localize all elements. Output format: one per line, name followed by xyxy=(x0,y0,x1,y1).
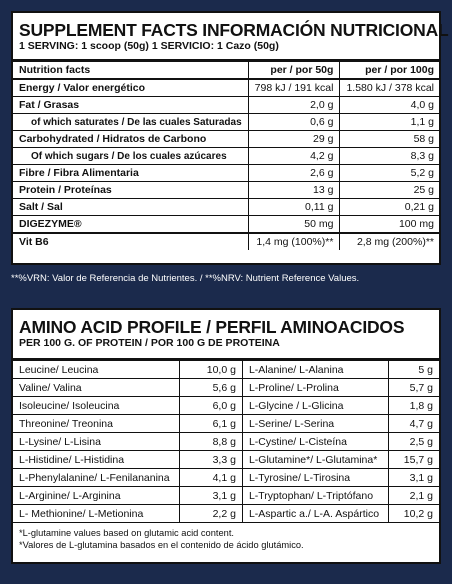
amino-name: L-Phenylalanine/ L-Fenilananina xyxy=(13,469,179,487)
table-row xyxy=(13,360,439,379)
nutrition-title: SUPPLEMENT FACTS INFORMACIÓN NUTRICIONAL xyxy=(19,20,449,40)
glutamine-note-es: *Valores de L-glutamina basados en el contenido de ácido glutámico. xyxy=(19,540,304,550)
glutamine-note-en: *L-glutamine values based on glutamic acid content. xyxy=(19,528,234,538)
amino-name: Isoleucine/ Isoleucina xyxy=(13,397,179,415)
amino-value: 5,7 g xyxy=(389,379,440,397)
amino-value: 1,8 g xyxy=(389,397,440,415)
amino-name: L-Histidine/ L-Histidina xyxy=(13,451,179,469)
amino-value: 2,2 g xyxy=(179,505,242,523)
amino-value: 5,6 g xyxy=(179,379,242,397)
amino-value: 4,1 g xyxy=(179,469,242,487)
table-row xyxy=(13,216,440,234)
table-row xyxy=(13,433,439,451)
amino-name: Leucine/ Leucina xyxy=(13,360,179,379)
amino-title: AMINO ACID PROFILE / PERFIL AMINOACIDOS xyxy=(19,317,405,337)
amino-name: L-Glycine / L-Glicina xyxy=(242,397,388,415)
row-value-50g: 29 g xyxy=(248,131,340,148)
amino-name: L-Glutamine*/ L-Glutamina* xyxy=(242,451,388,469)
row-value-100g: 100 mg xyxy=(340,216,440,234)
amino-value: 5 g xyxy=(389,360,440,379)
amino-name: L-Serine/ L-Serina xyxy=(242,415,388,433)
table-row xyxy=(13,505,439,523)
row-label: of which saturates / De las cuales Saturadas xyxy=(13,114,248,131)
amino-name: Valine/ Valina xyxy=(13,379,179,397)
amino-name: L-Proline/ L-Prolina xyxy=(242,379,388,397)
glutamine-note xyxy=(13,523,439,551)
amino-name: L-Alanine/ L-Alanina xyxy=(242,360,388,379)
table-row xyxy=(13,165,440,182)
row-value-100g: 0,21 g xyxy=(340,199,440,216)
table-row xyxy=(13,451,439,469)
amino-value: 4,7 g xyxy=(389,415,440,433)
header-per-50g: per / por 50g xyxy=(248,61,340,80)
table-row xyxy=(13,397,439,415)
row-value-50g: 2,0 g xyxy=(248,97,340,114)
row-value-50g: 798 kJ / 191 kcal xyxy=(248,79,340,97)
row-label: Fat / Grasas xyxy=(13,97,248,114)
row-value-100g: 2,8 mg (200%)** xyxy=(340,233,440,250)
nutrient-reference-footnote: **%VRN: Valor de Referencia de Nutrientes. / **%NRV: Nutrient Reference Values. xyxy=(11,273,360,284)
amino-value: 2,1 g xyxy=(389,487,440,505)
amino-name: L-Tryptophan/ L-Triptófano xyxy=(242,487,388,505)
amino-value: 10,2 g xyxy=(389,505,440,523)
row-value-100g: 1.580 kJ / 378 kcal xyxy=(340,79,440,97)
row-label: Vit B6 xyxy=(13,233,248,250)
amino-subtitle: PER 100 G. OF PROTEIN / POR 100 G DE PROTEINA xyxy=(19,337,280,349)
header-label: Nutrition facts xyxy=(13,61,248,80)
row-value-100g: 5,2 g xyxy=(340,165,440,182)
amino-value: 8,8 g xyxy=(179,433,242,451)
amino-value: 10,0 g xyxy=(179,360,242,379)
table-row xyxy=(13,131,440,148)
amino-value: 3,3 g xyxy=(179,451,242,469)
amino-name: L-Arginine/ L-Arginina xyxy=(13,487,179,505)
amino-value: 3,1 g xyxy=(179,487,242,505)
row-value-100g: 1,1 g xyxy=(340,114,440,131)
amino-name: L-Tyrosine/ L-Tirosina xyxy=(242,469,388,487)
row-value-100g: 8,3 g xyxy=(340,148,440,165)
row-value-50g: 1,4 mg (100%)** xyxy=(248,233,340,250)
row-value-50g: 0,6 g xyxy=(248,114,340,131)
table-row xyxy=(13,415,439,433)
amino-value: 2,5 g xyxy=(389,433,440,451)
row-value-50g: 50 mg xyxy=(248,216,340,234)
amino-value: 15,7 g xyxy=(389,451,440,469)
row-value-100g: 25 g xyxy=(340,182,440,199)
row-label: DIGEZYME® xyxy=(13,216,248,234)
row-label: Fibre / Fibra Alimentaria xyxy=(13,165,248,182)
nutrition-facts-panel xyxy=(11,11,449,265)
table-row xyxy=(13,114,440,131)
row-value-50g: 13 g xyxy=(248,182,340,199)
row-value-50g: 4,2 g xyxy=(248,148,340,165)
amino-value: 6,0 g xyxy=(179,397,242,415)
row-value-50g: 0,11 g xyxy=(248,199,340,216)
amino-name: L- Methionine/ L-Metionina xyxy=(13,505,179,523)
table-row xyxy=(13,469,439,487)
table-row xyxy=(13,79,440,97)
nutrition-table xyxy=(13,59,440,250)
amino-name: L-Aspartic a./ L-A. Aspártico xyxy=(242,505,388,523)
amino-name: L-Cystine/ L-Cisteína xyxy=(242,433,388,451)
amino-acid-panel xyxy=(11,308,441,564)
amino-table xyxy=(13,358,439,523)
amino-value: 3,1 g xyxy=(389,469,440,487)
table-row xyxy=(13,379,439,397)
row-label: Protein / Proteínas xyxy=(13,182,248,199)
table-row xyxy=(13,199,440,216)
header-per-100g: per / por 100g xyxy=(340,61,440,80)
table-row xyxy=(13,487,439,505)
row-label: Carbohydrated / Hidratos de Carbono xyxy=(13,131,248,148)
row-value-100g: 4,0 g xyxy=(340,97,440,114)
row-value-50g: 2,6 g xyxy=(248,165,340,182)
table-row xyxy=(13,97,440,114)
table-row xyxy=(13,148,440,165)
row-label: Salt / Sal xyxy=(13,199,248,216)
amino-name: L-Lysine/ L-Lisina xyxy=(13,433,179,451)
row-value-100g: 58 g xyxy=(340,131,440,148)
table-row xyxy=(13,182,440,199)
row-label: Energy / Valor energético xyxy=(13,79,248,97)
serving-size: 1 SERVING: 1 scoop (50g) 1 SERVICIO: 1 Cazo (50g) xyxy=(19,40,279,52)
amino-name: Threonine/ Treonina xyxy=(13,415,179,433)
table-row xyxy=(13,233,440,250)
row-label: Of which sugars / De los cuales azúcares xyxy=(13,148,248,165)
nutrition-header-row xyxy=(13,61,440,80)
amino-value: 6,1 g xyxy=(179,415,242,433)
